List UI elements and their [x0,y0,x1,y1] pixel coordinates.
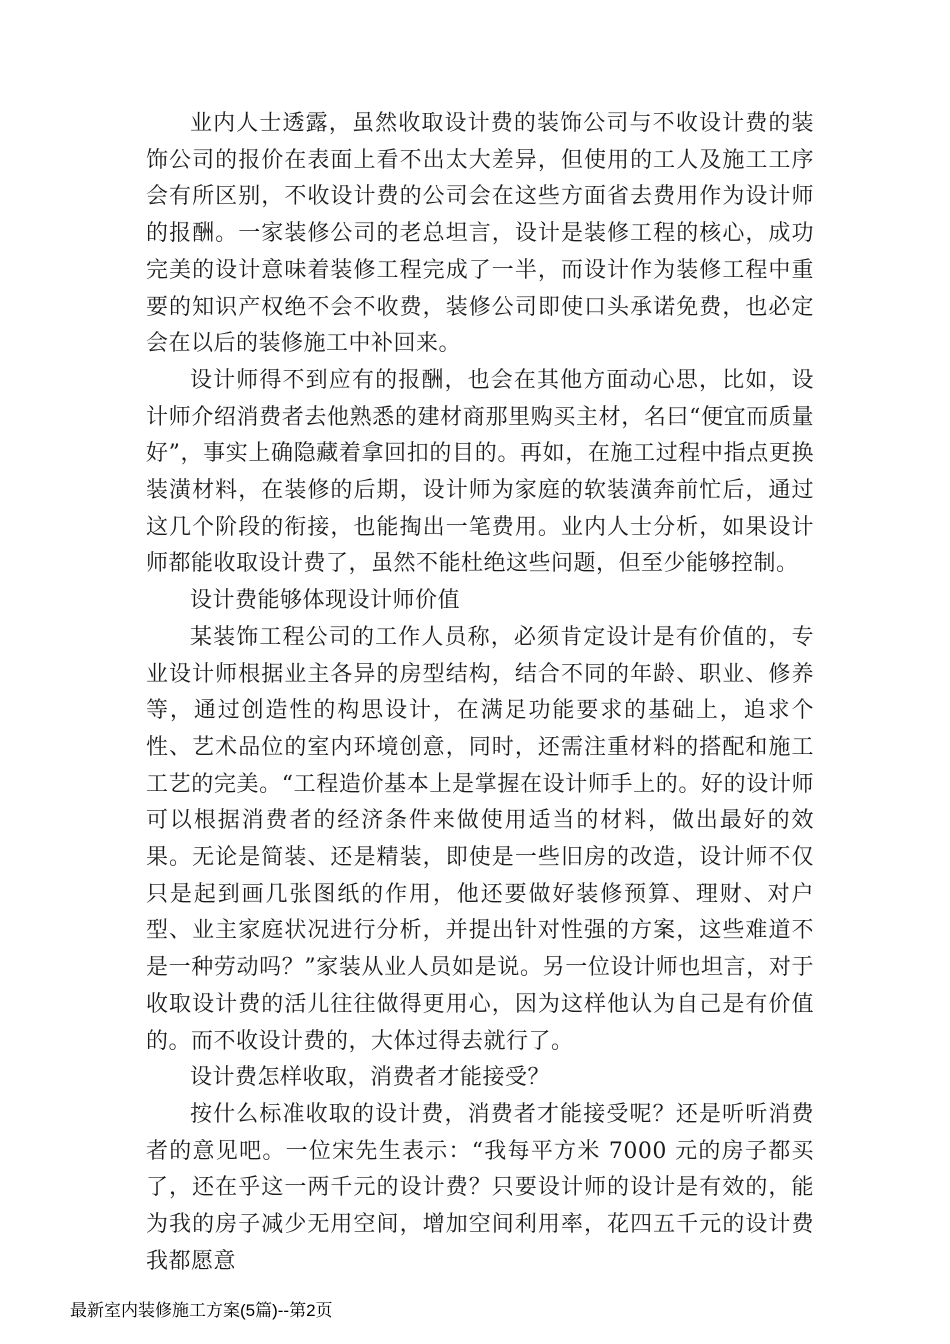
section-heading-fee-acceptance: 设计费怎样收取，消费者才能接受？ [190,1065,551,1091]
paragraph-designer-compensation: 设计师得不到应有的报酬，也会在其他方面动心思，比如，设计师介绍消费者去他熟悉的建材商那里购买主材，名曰“便宜而质量好”，事实上确隐藏着拿回扣的目的。再如，在施工过程中指点更换装潢材料，在装修的后期，设计师为家庭的软装潢奔前忙后，通过这几个阶段的衔接，也能掏出一笔费用。业内人士分析，如果设计师都能收取设计费了，虽然不能杜绝这些问题，但至少能够控制。 [146,367,814,577]
document-body [146,106,814,1281]
paragraph-consumer-opinion: 按什么标准收取的设计费，消费者才能接受呢？还是听听消费者的意见吧。一位宋先生表示：“我每平方米 7000 元的房子都买了，还在乎这一两千元的设计费？只要设计师的设计是有效的，能为我的房子减少无用空间，增加空间利用率，花四五千元的设计费我都愿意 [146,1101,814,1274]
paragraph-designer-fee-differences: 业内人士透露，虽然收取设计费的装饰公司与不收设计费的装饰公司的报价在表面上看不出太大差异，但使用的工人及施工工序会有所区别，不收设计费的公司会在这些方面省去费用作为设计师的报酬。一家装修公司的老总坦言，设计是装修工程的核心，成功完美的设计意味着装修工程完成了一半，而设计作为装修工程中重要的知识产权绝不会不收费，装修公司即使口头承诺免费，也必定会在以后的装修施工中补回来。 [146,111,814,357]
page-footer: 最新室内装修施工方案(5篇)--第2页 [70,1301,333,1320]
section-heading-designer-value: 设计费能够体现设计师价值 [190,588,461,614]
paragraph-designer-value: 某装饰工程公司的工作人员称，必须肯定设计是有价值的，专业设计师根据业主各异的房型结构，结合不同的年龄、职业、修养等，通过创造性的构思设计，在满足功能要求的基础上，追求个性、艺术品位的室内环境创意，同时，还需注重材料的搭配和施工工艺的完美。“工程造价基本上是掌握在设计师手上的。好的设计师可以根据消费者的经济条件来做使用适当的材料，做出最好的效果。无论是简装、还是精装，即使是一些旧房的改造，设计师不仅只是起到画几张图纸的作用，他还要做好装修预算、理财、对户型、业主家庭状况进行分析，并提出针对性强的方案，这些难道不是一种劳动吗？”家装从业人员如是说。另一位设计师也坦言，对于收取设计费的活儿往往做得更用心，因为这样他认为自己是有价值的。而不收设计费的，大体过得去就行了。 [146,624,814,1054]
